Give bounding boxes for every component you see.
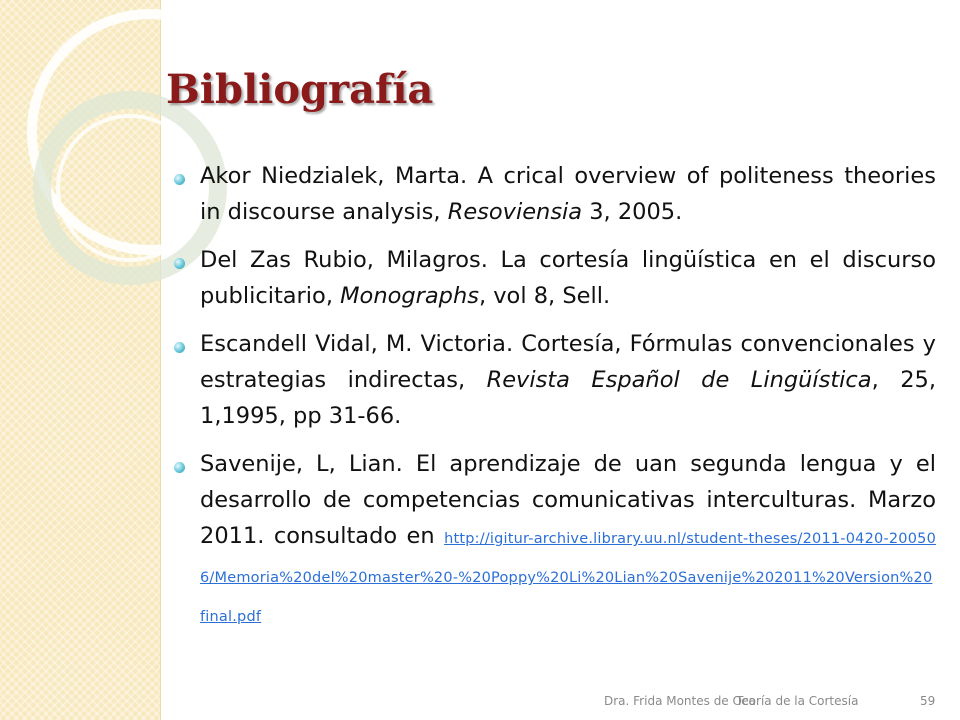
page-number: 59 [920,694,936,708]
bullet-icon [174,462,185,473]
reference-details: , vol 8, Sell. [478,283,611,309]
reference-details: , 25, 1,1995, pp 31-66. [200,367,936,429]
reference-source: Resoviensia [447,199,583,225]
slide-title: Bibliografía [166,66,434,113]
list-item [174,242,936,314]
reference-text: Savenije, L, Lian. El aprendizaje de uan segunda lengua y el desarrollo de competencias comunicativas interculturas. Marzo 2011. consultado en [200,451,936,549]
list-item [174,326,936,434]
list-item [174,158,936,230]
reference-source: Monographs [340,283,479,309]
reference-source: Revista Español de Lingüística [486,367,872,393]
reference-text: Escandell Vidal, M. Victoria. Cortesía, Fórmulas convencionales y estrategias indirectas, [200,331,936,393]
reference-text: Akor Niedzialek, Marta. A crical overview of politeness theories in discourse analysis, [200,163,936,225]
footer-author: Dra. Frida Montes de Oca [604,694,756,708]
footer-title: Teoría de la Cortesía [736,694,859,708]
reference-link[interactable]: http://igitur-archive.library.uu.nl/student-theses/2011-0420-200506/Memoria%20del%20master%20-%20Poppy%20Li%20Lian%20Savenije%202011%20Version%20final.pdf [200,531,936,625]
list-item [174,446,936,635]
bullet-icon [174,258,185,269]
reference-details: 3, 2005. [582,199,683,225]
bullet-icon [174,342,185,353]
decorative-side-band [0,0,161,720]
bibliography-list [174,158,936,647]
bullet-icon [174,174,185,185]
reference-text: Del Zas Rubio, Milagros. La cortesía lingüística en el discurso publicitario, [200,247,936,309]
